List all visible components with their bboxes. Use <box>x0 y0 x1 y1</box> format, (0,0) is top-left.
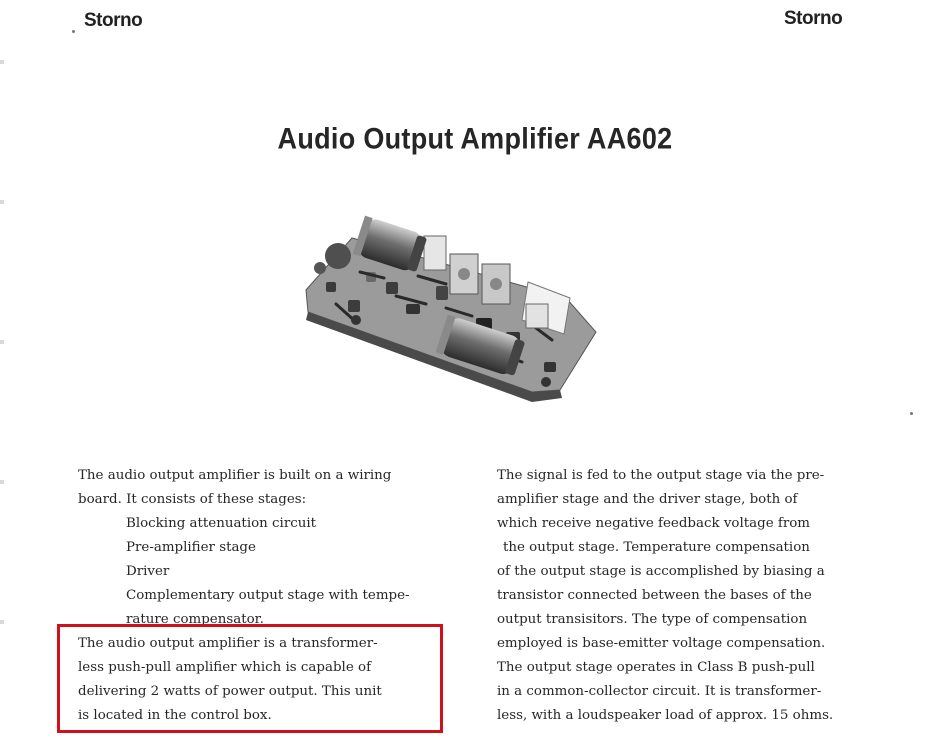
right-text-column <box>497 464 897 728</box>
document-title: Audio Output Amplifier AA602 <box>277 122 673 156</box>
stage-list-item: Pre-amplifier stage <box>126 540 256 555</box>
brand-logo-right: Storno <box>784 8 843 29</box>
highlighted-paragraph-line: The audio output amplifier is a transformer- <box>78 636 378 651</box>
paragraph-line: output transisitors. The type of compensation <box>497 612 808 627</box>
highlighted-paragraph-line: is located in the control box. <box>78 708 272 723</box>
paragraph-line: which receive negative feedback voltage from <box>497 516 810 531</box>
stage-list-item: Blocking attenuation circuit <box>126 516 317 531</box>
paragraph-line: The output stage operates in Class B push-pull <box>497 660 815 675</box>
brand-logo-left: Storno <box>84 10 143 31</box>
stage-list-item: Complementary output stage with tempe- <box>126 588 410 603</box>
scan-speck <box>72 30 75 33</box>
stage-list-item: rature compensator. <box>126 612 264 627</box>
scan-speck <box>910 412 913 415</box>
paragraph-line: less, with a loudspeaker load of approx. 15 ohms. <box>497 708 834 723</box>
paragraph-line: The signal is fed to the output stage via the pre- <box>497 468 825 483</box>
paragraph-line: transistor connected between the bases of the <box>497 588 812 603</box>
highlight-box <box>57 624 443 733</box>
highlighted-paragraph-line: delivering 2 watts of power output. This unit <box>78 684 382 699</box>
scan-edge <box>0 0 4 739</box>
stage-list-item: Driver <box>126 564 170 579</box>
paragraph-line: the output stage. Temperature compensation <box>503 540 810 555</box>
paragraph-line: The audio output amplifier is built on a wiring <box>78 468 392 483</box>
paragraph-line: board. It consists of these stages: <box>78 492 307 507</box>
amplifier-board-photo <box>296 212 608 408</box>
paragraph-line: in a common-collector circuit. It is transformer- <box>497 684 822 699</box>
paragraph-line: of the output stage is accomplished by biasing a <box>497 564 825 579</box>
highlighted-paragraph-line: less push-pull amplifier which is capable of <box>78 660 372 675</box>
paragraph-line: amplifier stage and the driver stage, both of <box>497 492 798 507</box>
paragraph-line: employed is base-emitter voltage compensation. <box>497 636 826 651</box>
